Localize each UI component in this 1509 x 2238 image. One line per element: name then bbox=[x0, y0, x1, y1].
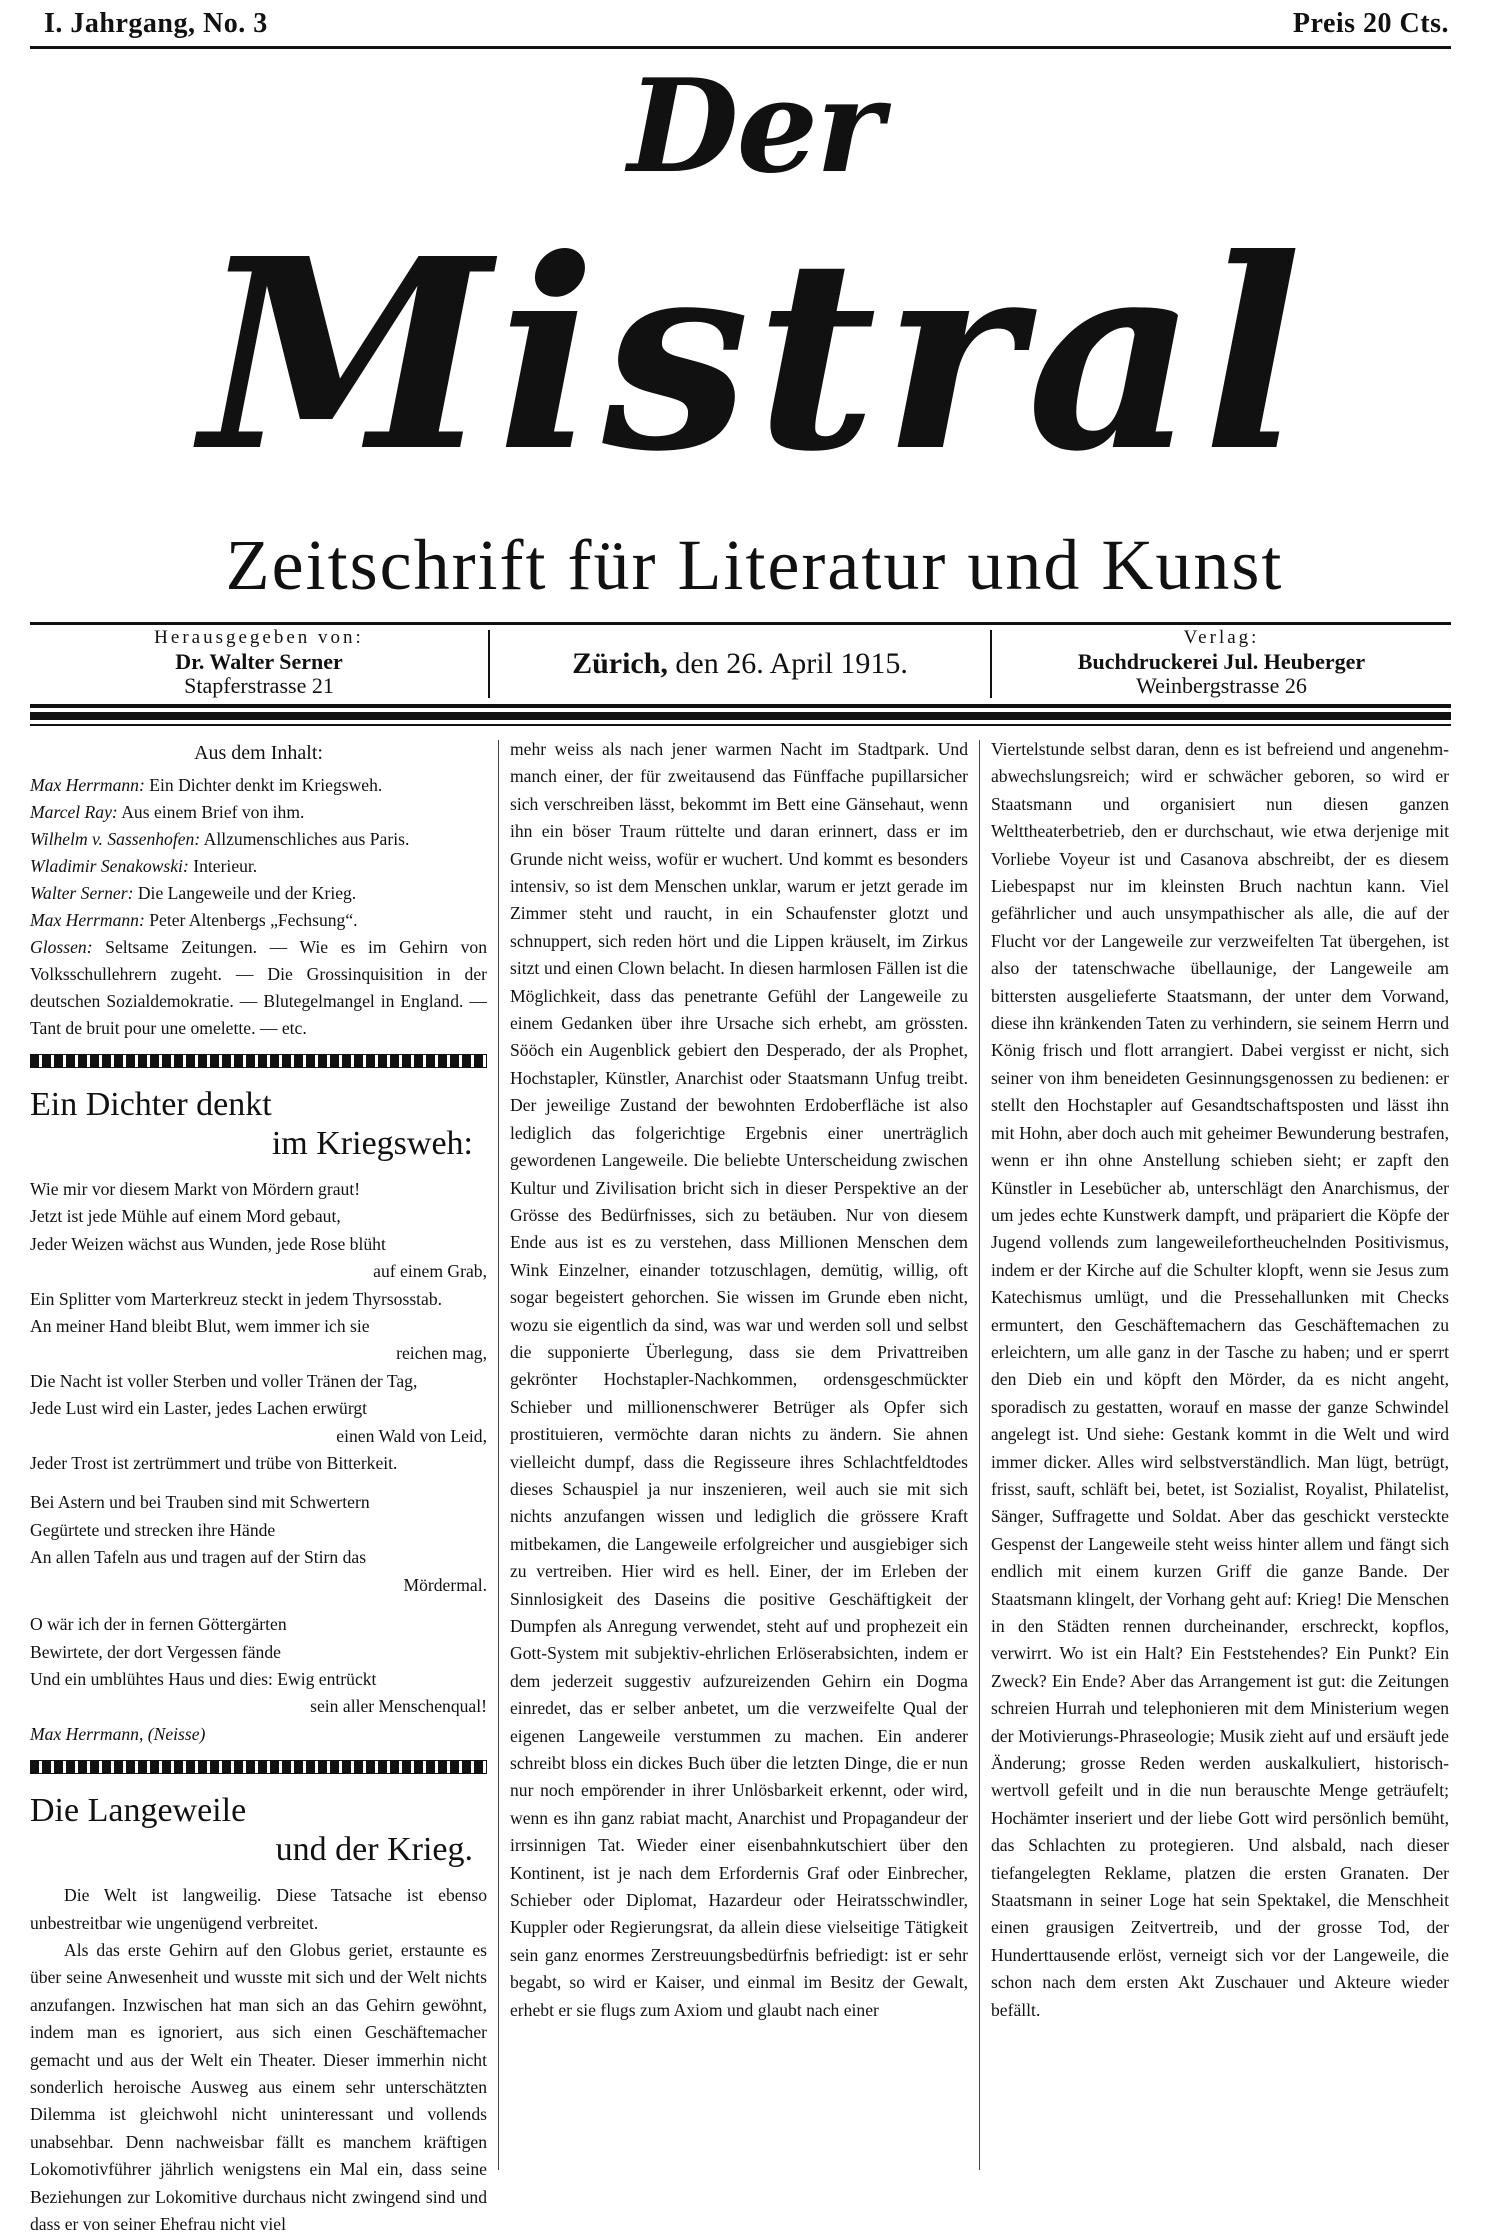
imprint-top-rule bbox=[30, 622, 1451, 625]
column-3 bbox=[991, 736, 1449, 2024]
column-1 bbox=[30, 736, 487, 2238]
top-rule bbox=[30, 46, 1451, 49]
masthead-der: Der bbox=[627, 52, 882, 202]
poem-line: Und ein umblühtes Haus und dies: Ewig entrückt bbox=[30, 1668, 377, 1689]
poem-line: Jede Lust wird ein Laster, jedes Lachen erwürgt bbox=[30, 1398, 368, 1419]
poem-line: Jeder Weizen wächst aus Wunden, jede Rose blüht bbox=[30, 1233, 386, 1254]
publisher-label: Herausgegeben von: bbox=[154, 627, 364, 648]
poem-line: An allen Tafeln aus und tragen auf der Stirn das bbox=[30, 1547, 367, 1568]
publisher-address: Stapferstrasse 21 bbox=[184, 673, 334, 698]
verlag-address: Weinbergstrasse 26 bbox=[1136, 673, 1307, 698]
publisher-block bbox=[30, 626, 488, 702]
publisher-name: Dr. Walter Serner bbox=[175, 649, 343, 674]
issue-number: I. Jahrgang, No. 3 bbox=[44, 8, 268, 39]
poem-title-line1: Ein Dichter denkt bbox=[30, 1086, 272, 1123]
ornament-divider bbox=[30, 1054, 487, 1068]
toc-item: Marcel Ray: Aus einem Brief von ihm. bbox=[30, 802, 305, 822]
essay-paragraph: Als das erste Gehirn auf den Globus geriet, erstaunte es über seine Anwesenheit und wusste mit sich und der Welt nichts anzufangen. Inzwischen hat man sich an das Gehirn gewöhnt, indem man es ignoriert, aus sich einen Geschäftemacher gemacht und aus der Welt ein Theater. Dieser immerhin nicht sonderlich heroische Ausweg aus einem sehr unterschätzten Dilemma ist gleichwohl nicht uninteressant und vollends unabsehbar. Denn nachweisbar fällt es manchem kräftigen Lokomotivführer jährlich wenigstens ein Mal ein, dass seine Beziehungen zur Lokomitive durchaus nicht zwingend sind und dass er von seiner Ehefrau nicht viel bbox=[30, 1939, 487, 2234]
essay-title-line2: und der Krieg. bbox=[275, 1831, 473, 1869]
imprint-thick-rule bbox=[30, 712, 1451, 720]
imprint-bar bbox=[30, 626, 1451, 702]
column-separator bbox=[979, 740, 980, 2170]
toc-item: Max Herrmann: Peter Altenbergs „Fechsung“. bbox=[30, 910, 358, 930]
masthead-subtitle: Zeitschrift für Literatur und Kunst bbox=[225, 525, 1284, 605]
poem-line: Gegürtete und strecken ihre Hände bbox=[30, 1519, 276, 1540]
essay-paragraph: Viertelstunde selbst daran, denn es ist befreiend und angenehm-abwechslungsreich; wird er schwächer geboren, so wird er Staatsmann und organisiert nun diesen ganzen Welttheaterbetrieb, den er durchschaut, wie etwa derjenige mit Vorliebe Voyeur ist und Casanova abschreibt, der es diesem Liebespapst nur im kleinsten Bruch nachtun kann. Viel gefährlicher und auch unsympathischer als alle, die auf der Flucht vor der Langeweile zur verzweifelten Tat übergehen, ist also der tatenschwache übellaunige, der Langeweile am bittersten ausgelieferte Staatsmann, der unter dem Vorwand, diese ihn kränkenden Taten zu verhindern, sie seinem Herrn und König frisch und flott arrangiert. Dabei vergisst er nicht, sich seiner von ihm beneideten Gesinnungsgenossen zu bedienen: er stellt den Hochstapler auf Gesandtschaftsposten und lässt ihn mit Hohn, aber doch auch mit geheimer Bewunderung bestrafen, wenn er ihn ohne Anstellung schieben sieht; er zapft den Künstler in Lesebücher ab, unterschlägt den Anarchismus, der um jedes echte Kunstwerk dampft, und präpariert die Köpfe der Jugend vollends zum langeweilefortheuchelnden Positivismus, indem er der Kirche auf die Schulter klopft, wenn sie Jesus zum Katechismus umlügt, und die Pressehallunken mit Checks ermuntert, den Geschäftemachern das Geschäftemachen zu erleichtern, um alle ganz in der Tasche zu haben; und er sperrt den Dieb ein und köpft den Mörder, da es nicht angeht, sporadisch zu gestatten, worauf en masse der ganze Schwindel angelegt ist. Und siehe: Gestank kommt in die Welt und wird immer dicker. Alles wird selbstverständlich. Man lügt, betrügt, frisst, sauft, schläft bei, betet, ist Sozialist, Royalist, Philatelist, Sänger, Suffragette und Soldat. Aber das geschickt versteckte Gespenst der Langeweile steht weiss hinter allem und fängt sich endlich mit einem kurzen Griff die ganze Bande. Der Staatsmann klingelt, der Vorhang geht auf: Krieg! Die Menschen in den Städten rennen durcheinander, erschreckt, kopflos, verwirrt. Wo ist ein Halt? Ein Feststehendes? Ein Punkt? Ein Zweck? Ein Ende? Aber das Arrangement ist gut: die Zeitungen schreien Hurrah und telephonieren mit dem Ministerium wegen der Motivierungs-Phraseologie; Musik zieht auf und ersäuft jede Änderung; grosse Reden werden auskalkuliert, historisch-wertvoll gefeilt und in die nun berauschte Menge geträufelt; Hochämter inseriert und der liebe Gott wird persönlich bemüht, das Schlachten zu protegieren. Und alsbald, nach dieser tiefangelegten Reklame, platzen die ersten Granaten. Der Staatsmann in seiner Loge hat sein Spektakel, die Menschheit einen grausigen Zeitvertreib, und der grosse Tod, der Hunderttausende erlöst, verneigt sich vor der Langeweile, die schon nach dem ersten Akt Zuschauer und Akteure wieder befällt. bbox=[991, 739, 1449, 2020]
toc-item: Wladimir Senakowski: Interieur. bbox=[30, 856, 258, 876]
toc-glossen: Glossen: Seltsame Zeitungen. — Wie es im Gehirn von Volksschullehrern zugeht. — Die Grossinquisition in der deutschen Sozialdemokratie. — Blutegelmangel in England. — Tant de bruit pour une omelette. — etc. bbox=[30, 937, 487, 1038]
price: Preis 20 Cts. bbox=[1292, 8, 1449, 39]
poem-line: Mördermal. bbox=[403, 1574, 487, 1595]
poem-line: O wär ich der in fernen Göttergärten bbox=[30, 1614, 287, 1635]
poem-line: Jetzt ist jede Mühle auf einem Mord gebaut, bbox=[30, 1206, 341, 1227]
essay-col1 bbox=[30, 1882, 487, 2238]
poem-line: Bewirtete, der dort Vergessen fände bbox=[30, 1641, 281, 1662]
top-line bbox=[44, 4, 1449, 44]
poem-line: An meiner Hand bleibt Blut, wem immer ich sie bbox=[30, 1316, 370, 1337]
essay-title-line1: Die Langeweile bbox=[30, 1792, 247, 1830]
poem-signature: Max Herrmann, (Neisse) bbox=[30, 1723, 206, 1744]
poem-title-line2: im Kriegsweh: bbox=[271, 1125, 473, 1162]
poem-line: Jeder Trost ist zertrümmert und trübe von Bitterkeit. bbox=[30, 1453, 398, 1474]
toc-heading: Aus dem Inhalt: bbox=[194, 742, 323, 764]
poem-line: Die Nacht ist voller Sterben und voller Tränen der Tag, bbox=[30, 1370, 418, 1391]
poem-line: Wie mir vor diesem Markt von Mördern graut! bbox=[30, 1179, 361, 1199]
poem-line: einen Wald von Leid, bbox=[336, 1425, 487, 1446]
table-of-contents bbox=[30, 772, 487, 1042]
toc-item: Walter Serner: Die Langeweile und der Krieg. bbox=[30, 883, 357, 903]
poem-line: reichen mag, bbox=[396, 1343, 487, 1364]
column-2 bbox=[510, 736, 968, 2024]
poem-line: auf einem Grab, bbox=[373, 1261, 487, 1282]
column-separator bbox=[498, 740, 499, 2170]
essay-paragraph: Die Welt ist langweilig. Diese Tatsache ist ebenso unbestreitbar wie ungenügend verbreitet. bbox=[30, 1885, 487, 1933]
essay-paragraph: mehr weiss als nach jener warmen Nacht im Stadtpark. Und manch einer, der für zweitausend das Fünffache pupillarsicher sich verschreiben lässt, bekommt im Bett eine Gänsehaut, wenn ihn ein böser Traum rüttelte und daran erinnert, dass er im Grunde nicht weiss, wofür er wuchert. Und kommt es besonders intensiv, so ist dem Menschen unklar, warum er jetzt gerade im Zimmer steht und raucht, in ein Schaufenster glotzt und schnuppert, sich reden hört und die Lippen kräuselt, im Zirkus sitzt und einen Clown belacht. In diesen harmlosen Fällen ist die Möglichkeit, dass das penetrante Gefühl der Langeweile zu einem Gedanken über ihre Ursache sich erhebt, am grössten. Sööch ein Augenblick gebiert den Desperado, der als Prophet, Hochstapler, Künstler, Anarchist oder Staatsmann Unfug treibt. Der jeweilige Zustand der bewohnten Erdoberfläche ist also lediglich das folgerichtige Ergebnis einer unerträglich gewordenen Langeweile. Die beliebte Unterscheidung zwischen Kultur und Zivilisation bricht sich in dieser Perspektive an der Grösse des Bedürfnisses, sich zu betäuben. Nur von diesem Ende aus ist es zu verstehen, dass Millionen Menschen dem Wink Einzelner, einander totzuschlagen, demütig, willig, oft sogar begeistert gehorchen. Sie wissen im Grunde eben nicht, wozu sie eigentlich da sind, was war und werden soll und selbst die supponierte Überlegung, dass sie dem Privattreiben gekrönter Hochstapler-Nachkommen, ordensgeschmückter Schieber und millionenschwerer Betrüger als Opfer sich prostituieren, vermöchte daran nichts zu ändern. Sie ahnen vielleicht dumpf, dass die Regisseure ihres Schlachtfeldtodes dieses Schauspiel ja nur inszenieren, weil auch sie mit sich nichts anzufangen wissen und lediglich die grössere Kraft mitbekamen, die Langeweile erfolgreicher und ausgiebiger sich zu vertreiben. Hier wird es hell. Einer, der im Erleben der Sinnlosigkeit des Daseins die positive Geschäftigkeit der Dumpfen als Anregung verwendet, steht auf und prophezeit ein Gott-System mit subjektiv-ehrlichen Erlöserabsichten, indem er dem jederzeit suggestiv aufzureizenden Gehirn ein Dogma einredet, das er selber anbetet, um die verzweifelte Qual der eigenen Langeweile verstummen zu machen. Ein anderer schreibt bloss ein dickes Buch über die letzten Dinge, die er nun nur noch empörender in ihrer Unlösbarkeit erkennt, oder wird, wenn es ihn ganz rabiat macht, Anarchist und Propagandeur der irrsinnigen Tat. Wieder einer eisenbahnkutschiert über den Kontinent, ist je nach dem Erfordernis Graf oder Einbrecher, Schieber oder Diplomat, Hazardeur oder Heiratsschwindler, Kuppler oder Regierungsrat, da allein diese vielseitige Tätigkeit sein ganz enormes Zerstreuungsbedürfnis befriedigt: ist er sehr begabt, so wird er Kaiser, und einmal im Besitz der Gewalt, erhebt er sie flugs zum Axiom und glaubt nach einer bbox=[510, 739, 968, 2020]
place-date bbox=[490, 626, 990, 702]
imprint-thin-rule bbox=[30, 724, 1451, 726]
verlag-label: Verlag: bbox=[1183, 627, 1260, 648]
toc-item: Max Herrmann: Ein Dichter denkt im Kriegsweh. bbox=[30, 775, 383, 795]
toc-item: Wilhelm v. Sassenhofen: Allzumenschliches aus Paris. bbox=[30, 829, 410, 849]
poem-line: Bei Astern und bei Trauben sind mit Schwertern bbox=[30, 1492, 370, 1513]
place: Zürich, bbox=[572, 647, 668, 680]
verlag-name: Buchdruckerei Jul. Heuberger bbox=[1077, 649, 1366, 674]
verlag-block bbox=[992, 626, 1451, 702]
poem-line: Ein Splitter vom Marterkreuz steckt in jedem Thyrsosstab. bbox=[30, 1288, 443, 1309]
masthead-title: Mistral bbox=[200, 201, 1309, 509]
imprint-bottom-rule bbox=[30, 704, 1451, 708]
date: den 26. April 1915. bbox=[675, 647, 908, 680]
poem-line: sein aller Menschenqual! bbox=[310, 1696, 487, 1717]
poem-body bbox=[30, 1176, 487, 1748]
ornament-divider bbox=[30, 1760, 487, 1774]
